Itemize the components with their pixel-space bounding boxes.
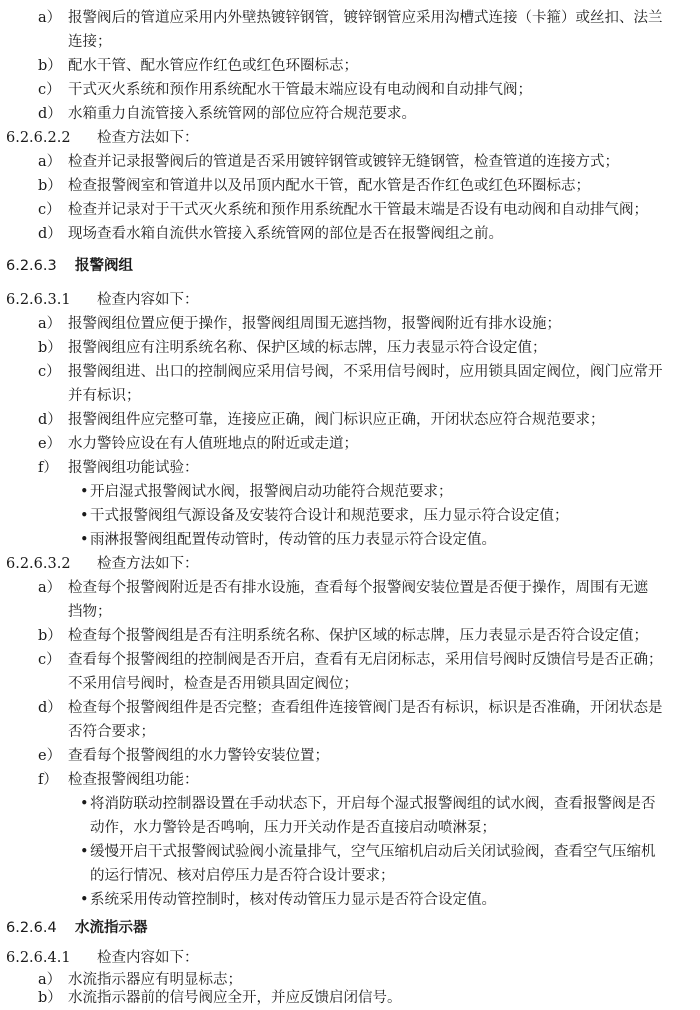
continuation-line (0, 600, 700, 624)
item-text: 检查报警阀室和管道井以及吊顶内配水干管，配水管是否作红色或红色环圈标志； (68, 178, 590, 194)
item-marker: e） (38, 436, 62, 452)
item-text: 水箱重力自流管接入系统管网的部位应符合规范要求。 (68, 106, 416, 122)
bullet-dot: • (80, 508, 89, 524)
item-text: 检查每个报警阀组是否有注明系统名称、保护区域的标志牌，压力表显示是否符合设定值； (68, 628, 648, 644)
bullet-dot: • (80, 796, 89, 812)
item-marker: c） (38, 364, 61, 380)
item-marker: a） (38, 580, 62, 596)
item-text: 水流指示器前的信号阀应全开，并应反馈启闭信号。 (68, 990, 402, 1006)
list-item (0, 986, 700, 1010)
item-marker: b） (38, 178, 62, 194)
item-marker: c） (38, 652, 61, 668)
bullet-text: 干式报警阀组气源设备及安装符合设计和规范要求，压力显示符合设定值； (90, 508, 569, 524)
list-item (0, 222, 700, 246)
item-marker: d） (38, 106, 62, 122)
item-marker: f） (38, 460, 58, 476)
list-item (0, 432, 700, 456)
item-marker: e） (38, 748, 62, 764)
clause (0, 552, 700, 576)
continuation-line (0, 384, 700, 408)
clause-text: 检查内容如下： (97, 950, 199, 966)
item-text: 检查每个报警阀附近是否有排水设施，查看每个报警阀安装位置是否便于操作，周围有无遮 (68, 580, 648, 596)
list-item (0, 336, 700, 360)
bullet-item (0, 888, 700, 912)
item-text: 检查并记录报警阀后的管道是否采用镀锌钢管或镀锌无缝钢管，检查管道的连接方式； (68, 154, 619, 170)
item-text: 水力警铃应设在有人值班地点的附近或走道； (68, 436, 358, 452)
list-item (0, 648, 700, 672)
bullet-dot: • (80, 532, 89, 548)
list-item (0, 408, 700, 432)
clause-text: 检查内容如下： (97, 292, 199, 308)
list-item (0, 576, 700, 600)
bullet-text: 开启湿式报警阀试水阀，报警阀启动功能符合规范要求； (90, 484, 453, 500)
item-marker: b） (38, 990, 62, 1006)
item-marker: d） (38, 700, 62, 716)
item-marker: a） (38, 316, 62, 332)
list-item (0, 198, 700, 222)
list-item (0, 174, 700, 198)
item-text: 挡物； (68, 604, 112, 620)
clause (0, 126, 700, 150)
bullet-text: 缓慢开启干式报警阀试验阀小流量排气，空气压缩机启动后关闭试验阀，查看空气压缩机 (90, 844, 656, 860)
bullet-text: 动作，水力警铃是否鸣响，压力开关动作是否直接启动喷淋泵； (90, 820, 496, 836)
clause (0, 946, 700, 970)
continuation-line (0, 816, 700, 840)
item-text: 报警阀组进、出口的控制阀应采用信号阀，不采用信号阀时，应用锁具固定阀位，阀门应常开 (68, 364, 663, 380)
item-text: 报警阀后的管道应采用内外壁热镀锌钢管，镀锌钢管应采用沟槽式连接（卡箍）或丝扣、法兰 (68, 10, 663, 26)
continuation-line (0, 864, 700, 888)
continuation-line (0, 720, 700, 744)
bullet-item (0, 840, 700, 864)
clause-number: 6.2.6.3.2 (6, 556, 71, 572)
clause (0, 288, 700, 312)
list-item (0, 6, 700, 30)
item-text: 查看每个报警阀组的控制阀是否开启，查看有无启闭标志，采用信号阀时反馈信号是否正确； (68, 652, 663, 668)
item-marker: d） (38, 412, 62, 428)
bullet-text: 雨淋报警阀组配置传动管时，传动管的压力表显示符合设定值。 (90, 532, 496, 548)
bullet-item (0, 792, 700, 816)
item-text: 现场查看水箱自流供水管接入系统管网的部位是否在报警阀组之前。 (68, 226, 503, 242)
item-marker: c） (38, 82, 61, 98)
bullet-item (0, 480, 700, 504)
item-text: 不采用信号阀时，检查是否用锁具固定阀位； (68, 676, 358, 692)
bullet-dot: • (80, 892, 89, 908)
item-marker: a） (38, 10, 62, 26)
item-marker: a） (38, 154, 62, 170)
item-text: 检查报警阀组功能： (68, 772, 199, 788)
list-item (0, 696, 700, 720)
bullet-text: 将消防联动控制器设置在手动状态下，开启每个湿式报警阀组的试水阀，查看报警阀是否 (90, 796, 656, 812)
list-item (0, 54, 700, 78)
item-text: 干式灭火系统和预作用系统配水干管最末端应设有电动阀和自动排气阀； (68, 82, 532, 98)
section-title: 水流指示器 (75, 920, 148, 936)
section-number: 6.2.6.4 (6, 920, 57, 936)
item-text: 检查每个报警阀组件是否完整；查看组件连接管阀门是否有标识，标识是否准确，开闭状态是 (68, 700, 663, 716)
list-item (0, 102, 700, 126)
item-marker: b） (38, 58, 62, 74)
item-text: 报警阀组应有注明系统名称、保护区域的标志牌，压力表显示符合设定值； (68, 340, 547, 356)
list-item (0, 744, 700, 768)
item-marker: a） (38, 972, 62, 988)
item-text: 报警阀组位置应便于操作，报警阀组周围无遮挡物，报警阀附近有排水设施； (68, 316, 561, 332)
bullet-text: 系统采用传动管控制时，核对传动管压力显示是否符合设定值。 (90, 892, 496, 908)
clause-number: 6.2.6.3.1 (6, 292, 71, 308)
list-item (0, 768, 700, 792)
clause-number: 6.2.6.2.2 (6, 130, 71, 146)
bullet-dot: • (80, 484, 89, 500)
item-text: 连接； (68, 34, 112, 50)
list-item (0, 456, 700, 480)
list-item (0, 78, 700, 102)
item-text: 查看每个报警阀组的水力警铃安装位置； (68, 748, 329, 764)
section-heading (0, 254, 700, 278)
section-number: 6.2.6.3 (6, 258, 57, 274)
list-item (0, 360, 700, 384)
bullet-dot: • (80, 844, 89, 860)
item-text: 检查并记录对于干式灭火系统和预作用系统配水干管最末端是否设有电动阀和自动排气阀； (68, 202, 648, 218)
item-marker: c） (38, 202, 61, 218)
item-marker: d） (38, 226, 62, 242)
item-text: 报警阀组件应完整可靠，连接应正确，阀门标识应正确，开闭状态应符合规范要求； (68, 412, 605, 428)
list-item (0, 312, 700, 336)
clause-text: 检查方法如下： (97, 130, 199, 146)
list-item (0, 624, 700, 648)
clause-number: 6.2.6.4.1 (6, 950, 71, 966)
item-marker: b） (38, 628, 62, 644)
item-text: 报警阀组功能试验： (68, 460, 199, 476)
bullet-text: 的运行情况、核对启停压力是否符合设计要求； (90, 868, 395, 884)
clause-text: 检查方法如下： (97, 556, 199, 572)
bullet-item (0, 504, 700, 528)
section-heading (0, 916, 700, 940)
item-text: 并有标识； (68, 388, 141, 404)
section-title: 报警阀组 (75, 258, 133, 274)
item-marker: f） (38, 772, 58, 788)
list-item (0, 150, 700, 174)
bullet-item (0, 528, 700, 552)
continuation-line (0, 30, 700, 54)
item-text: 水流指示器应有明显标志； (68, 972, 242, 988)
item-text: 否符合要求； (68, 724, 155, 740)
continuation-line (0, 672, 700, 696)
item-text: 配水干管、配水管应作红色或红色环圈标志； (68, 58, 358, 74)
item-marker: b） (38, 340, 62, 356)
